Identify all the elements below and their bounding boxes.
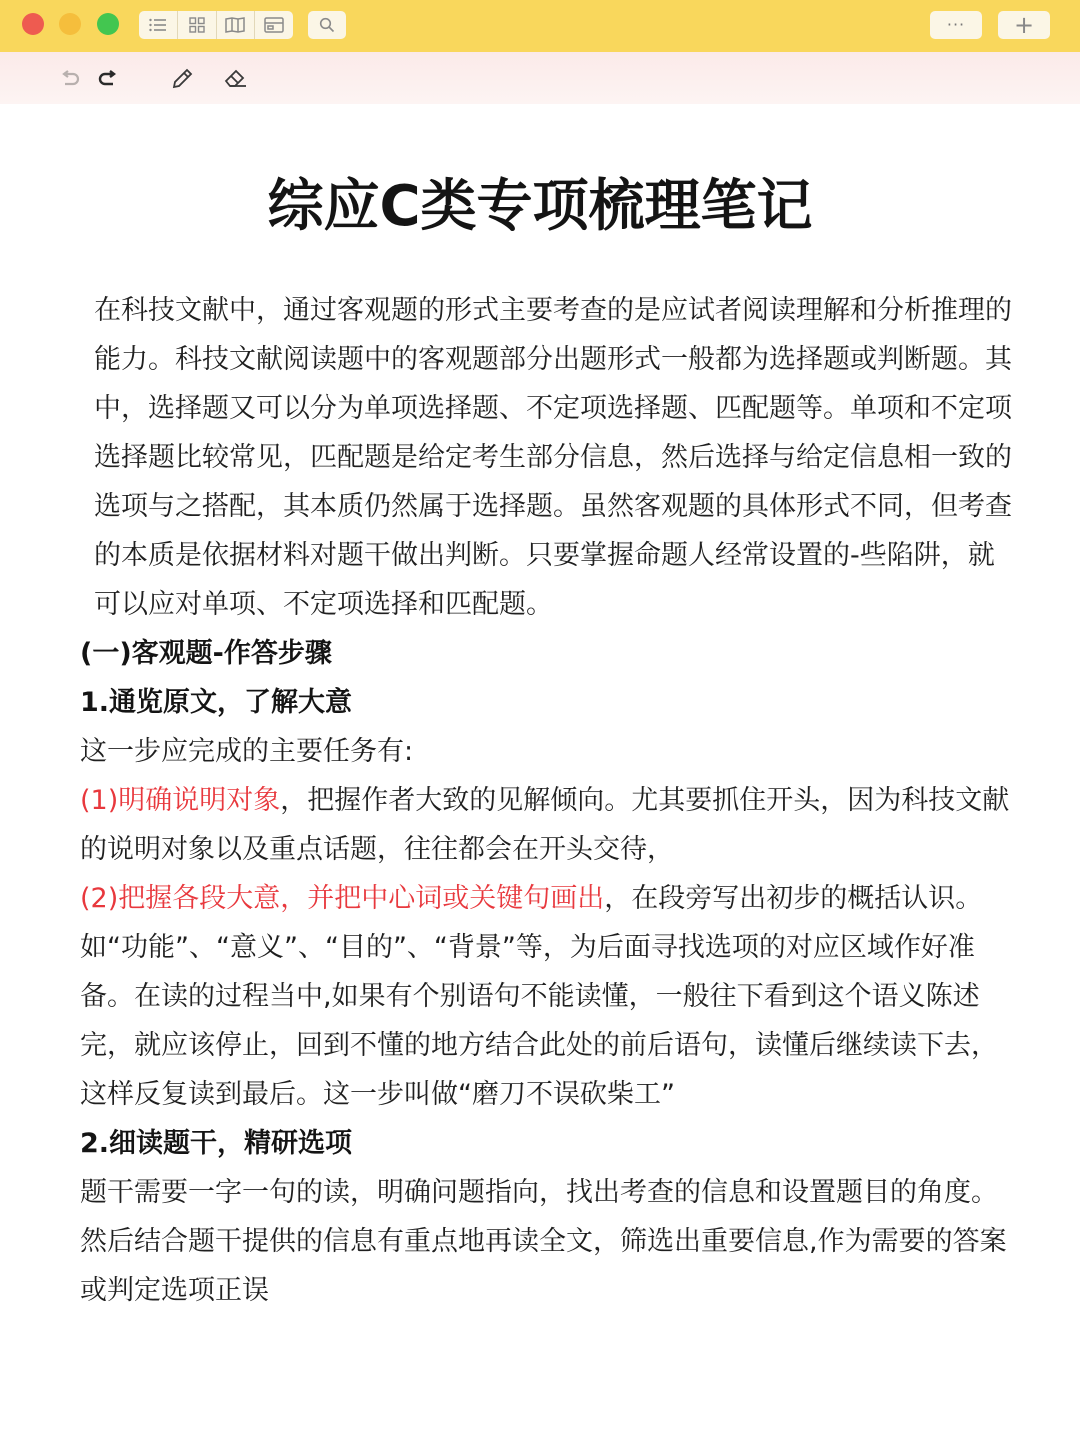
point1-highlight: (1)明确说明对象 — [80, 785, 281, 816]
book-view-button[interactable] — [217, 11, 256, 39]
pencil-icon — [170, 67, 194, 91]
close-window-button[interactable] — [22, 13, 44, 35]
minimize-window-button[interactable] — [59, 13, 81, 35]
more-options-button[interactable] — [930, 11, 982, 39]
note-title: 综应C类专项梳理笔记 — [267, 174, 813, 239]
window-titlebar — [0, 0, 1080, 52]
list-view-icon — [149, 18, 167, 32]
search-icon — [319, 17, 335, 33]
eraser-icon — [223, 67, 249, 91]
pencil-tool-button[interactable] — [168, 65, 196, 93]
gallery-view-icon — [264, 17, 284, 33]
zoom-window-button[interactable] — [97, 13, 119, 35]
step1-point2 — [80, 874, 1012, 1119]
undo-icon — [59, 70, 81, 88]
step2-text: 题干需要一字一句的读，明确问题指向，找出考查的信息和设置题目的角度。然后结合题干提供的信息有重点地再读全文，筛选出重要信息,作为需要的答案或判定选项正误 — [80, 1177, 1007, 1306]
view-mode-switcher — [139, 11, 293, 39]
grid-view-button[interactable] — [178, 11, 217, 39]
step1-lead: 这一步应完成的主要任务有: — [80, 736, 414, 767]
section-heading: (一)客观题-作答步骤 — [80, 638, 332, 669]
intro-paragraph: 在科技文献中，通过客观题的形式主要考查的是应试者阅读理解和分析推理的能力。科技文献阅读题中的客观题部分出题形式一般都为选择题或判断题。其中，选择题又可以分为单项选择题、不定项选择题、匹配题等。单项和不定项选择题比较常见，匹配题是给定考生部分信息，然后选择与给定信息相一致的选项与之搭配，其本质仍然属于选择题。虽然客观题的具体形式不同，但考查的本质是依据材料对题干做出判断。只要掌握命题人经常设置的-些陷阱，就可以应对单项、不定项选择和匹配题。 — [94, 295, 1012, 620]
plus-icon: + — [1013, 11, 1035, 39]
search-button[interactable] — [308, 11, 346, 39]
point1-text: ，把握作者大致的见解倾向。尤其要抓住开头，因为科技文献的说明对象以及重点话题，往往都会在开头交待， — [80, 785, 1010, 865]
more-icon: ··· — [946, 15, 966, 34]
point2-text: ，在段旁写出初步的概括认识。如“功能”、“意义”、“目的”、“背景”等，为后面寻找选项的对应区域作好准备。在读的过程当中,如果有个别语句不能读懂，一般往下看到这个语义陈述完，就应该停止，回到不懂的地方结合此处的前后语句，读懂后继续读下去，这样反复读到最后。这一步叫做“磨刀不误砍柴工” — [80, 883, 998, 1110]
step2-heading: 2.细读题干，精研选项 — [80, 1128, 353, 1159]
step1-heading: 1.通览原文，了解大意 — [80, 687, 353, 718]
grid-view-icon — [189, 17, 205, 33]
book-view-icon — [225, 17, 245, 33]
add-button[interactable] — [998, 11, 1050, 39]
eraser-tool-button[interactable] — [222, 65, 250, 93]
step1-point1 — [80, 776, 1012, 874]
redo-button[interactable] — [94, 65, 122, 93]
gallery-view-button[interactable] — [255, 11, 293, 39]
note-body — [80, 286, 1012, 1315]
list-view-button[interactable] — [139, 11, 178, 39]
edit-toolbar — [0, 52, 1080, 104]
redo-icon — [97, 70, 119, 88]
point2-highlight: (2)把握各段大意，并把中心词或关键句画出 — [80, 883, 605, 914]
undo-button[interactable] — [56, 65, 84, 93]
